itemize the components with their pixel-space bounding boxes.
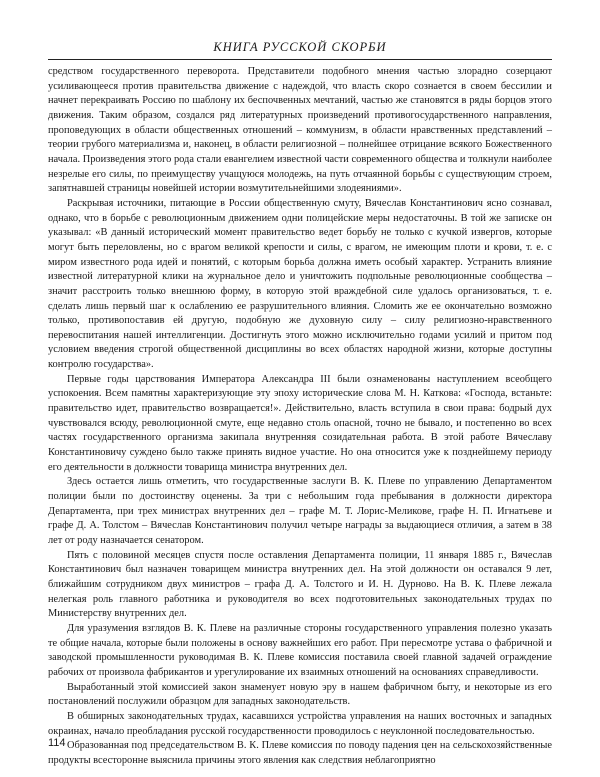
- paragraph: Для уразумения взглядов В. К. Плеве на различные стороны государственного управления полезно указать те общие начала, которые были положены в основу важнейших его работ. При пересмотре устава о фабричной и заводской промышленности руководимая В. К. Плеве комиссия поставила своей главной задачей ограждение рабочих от произвола фабрикантов и урегулирование их взаимных отношений на основаниях справедливости.: [48, 622, 552, 678]
- paragraph: средством государственного переворота. Представители подобного мнения частью злорадно созерцают усиливающееся против правительства движение с надеждой, что власть скоро сознается в своем бессилии и начнет перекраивать Россию по шаблону их беспочвенных мечтаний, частью же становятся в ряды борцов этого движения. Таким образом, создался ряд литературных произведений противогосударственного направления, проповедующих в области общественных отношений – коммунизм, в области нравственных представлений – теории грубого материализма и, наконец, в области религиозной – полнейшее отрицание всякого Божественного начала. Произведения этого рода стали евангелием известной части современного общества и толкнули наиболее незрелые его силы, по преимуществу учащуюся молодежь, на путь отчаянной борьбы с существующим строем, запятнавшей страницы новейшей истории возмутительнейшими злодеяниями».: [48, 66, 552, 195]
- paragraph: Выработанный этой комиссией закон знаменует новую эру в нашем фабричном быту, и некоторые из его постановлений послужили образцом для западных законодательств.: [48, 681, 552, 708]
- paragraph: В обширных законодательных трудах, касавшихся устройства управления на наших восточных и западных окраинах, начало преобладания русской государственности проводилось с неуклонной последовательностью.: [48, 710, 552, 737]
- paragraph: Первые годы царствования Императора Александра III были ознаменованы наступлением всеобщего успокоения. Всем памятны характеризующие эту эпоху исторические слова М. Н. Каткова: «Господа, встаньте: правительство идет, правительство возвращается!». Действительно, власть вступила в свои права: бодрый дух чувствовался всюду, революционной смуте, еще недавно столь опасной, точно не бывало, и постепенно во всех частях государственного организма закипала внутренняя созидательная работа. В этой работе Вячеславу Константиновичу суждено было также принять видное участие. Но она относится уже к позднейшему периоду его деятельности в должности товарища министра внутренних дел.: [48, 373, 552, 473]
- paragraph: Пять с половиной месяцев спустя после оставления Департамента полиции, 11 января 1885 г., Вячеслав Константинович был назначен товарищем министра внутренних дел. На этой должности он оставался 9 лет, ближайшим сотрудником двух министров – графа Д. А. Толстого и И. Н. Дурново. На В. К. Плеве лежала нелегкая роль главного работника и руководителя во всех подготовительных законодательных трудах по Министерству внутренних дел.: [48, 549, 552, 620]
- page-body: [48, 65, 552, 769]
- book-title: КНИГА РУССКОЙ СКОРБИ: [213, 40, 387, 54]
- paragraph: Раскрывая источники, питающие в России общественную смуту, Вячеслав Константинович ясно сознавал, однако, что в борьбе с революционным движением одни полицейские меры недостаточны. В той же записке он указывал: «В данный исторический момент правительство ведет борьбу не только с кучкой извергов, которые могут быть переловлены, но с врагом великой крепости и силы, с врагом, не имеющим плоти и крови, т. е. с миром известного рода идей и понятий, с которым борьба должна иметь особый характер. Устранить влияние известной литературной клики на журнальное дело и уничтожить подпольные революционные сообщества – значит расстроить только внешнюю форму, в которую этой враждебной силе удалось организоваться, т. е. сделать лишь первый шаг к ослаблению ее разрушительного влияния. Сломить же ее окончательно возможно только, противопоставив ей другую, подобную же духовную силу – силу религиозно-нравственного перевоспитания нашей интеллигенции. Достигнуть этого можно исключительно годами усилий и притом под условием введения строгой общественной дисциплины во всех областях народной жизни, которые доступны контролю государства».: [48, 197, 552, 371]
- paragraph: Здесь остается лишь отметить, что государственные заслуги В. К. Плеве по управлению Департаментом полиции были по достоинству оценены. За три с небольшим года пребывания в должности директора Департамента, при трех министрах внутренних дел – графе М. Т. Лорис-Меликове, графе Н. П. Игнатьеве и графе Д. А. Толстом – Вячеслав Константинович получил четыре награды за выдающиеся отличия, а затем в 38 лет от роду назначается сенатором.: [48, 476, 552, 546]
- running-header: [48, 40, 552, 60]
- page-number: 114: [48, 737, 66, 749]
- header-divider: [48, 59, 552, 60]
- paragraph: Образованная под председательством В. К. Плеве комиссия по поводу падения цен на сельскохозяйственные продукты всесторонне выяснила причины этого явления как следствия неблагоприятно: [48, 740, 552, 766]
